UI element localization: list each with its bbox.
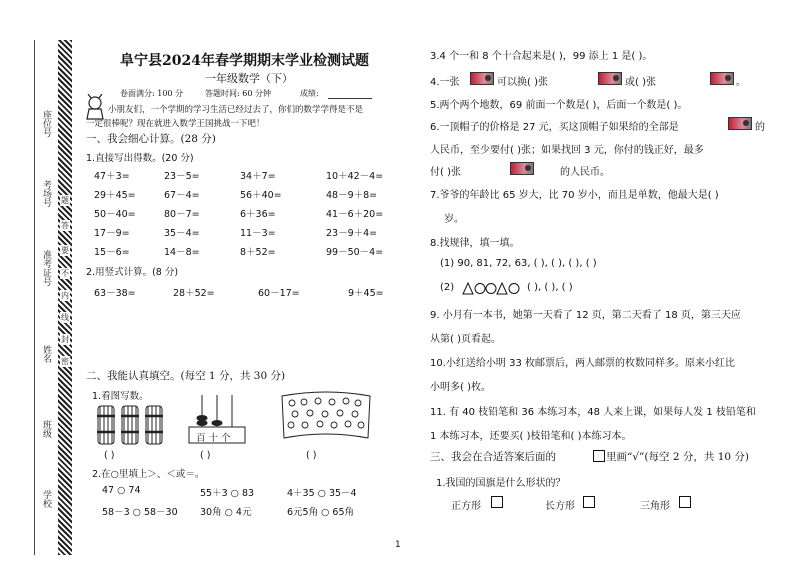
q8-pattern-1: (1) 90, 81, 72, 63, ( ), ( ), ( ), ( ): [440, 258, 597, 269]
calc-item: 50－40=: [94, 209, 136, 220]
seal-char: 不: [61, 269, 69, 278]
blank-dots[interactable]: ( ): [306, 450, 317, 461]
calc-item: 67－4=: [164, 190, 200, 201]
intro-line-2: 一定很棒呢？现在就进入数学王国挑战一下吧！: [86, 119, 265, 129]
q3: 3.4 个一和 8 个十合起来是( )，99 添上 1 是( )。: [430, 51, 653, 62]
banknote-icon: [710, 72, 734, 85]
seal-char: 答: [61, 221, 69, 230]
q5: 5.两个两个地数，69 前面一个数是( )，后面一个数是( )。: [430, 100, 688, 111]
school-label: 学校: [41, 490, 51, 508]
banknote-icon: [598, 72, 622, 85]
page-number: 1: [395, 540, 401, 550]
exam-room-label: 考场号: [41, 180, 51, 207]
q2-title: 2.用竖式计算。(8 分): [86, 267, 179, 278]
calc-item: 17－9=: [94, 228, 130, 239]
blank-abacus[interactable]: ( ): [200, 450, 211, 461]
section-1-title: 一、我会细心计算。(28 分): [86, 133, 216, 145]
compare-2: 55＋3 ○ 83: [200, 488, 255, 499]
q4-part-d: 。: [736, 77, 746, 88]
option-square-checkbox[interactable]: [491, 496, 503, 508]
seal-char: 题: [61, 196, 69, 205]
q6-line-3b: 的人民币。: [560, 167, 610, 178]
option-square-label: 正方形: [451, 501, 481, 512]
q7-line-1: 7.爷爷的年龄比 65 岁大，比 70 岁小，而且是单数，他最大是( ): [430, 190, 719, 201]
q10-line-2: 小明多( )枚。: [430, 382, 491, 393]
vertical-calc-2: 28＋52=: [173, 288, 215, 299]
banknote-icon: [728, 117, 752, 130]
blank-bundles[interactable]: ( ): [104, 450, 115, 461]
full-score: 卷面满分: 100 分: [120, 89, 184, 98]
calc-item: 15－6=: [94, 247, 130, 258]
calc-item: 56＋40=: [240, 190, 282, 201]
q6-line-1: 6.一顶帽子的价格是 27 元，买这顶帽子如果给的全部是: [430, 122, 679, 133]
q4-part-b: 可以换( )张: [497, 77, 548, 88]
calc-item: 29＋45=: [94, 190, 136, 201]
q4-part-a: 4.一张: [430, 77, 460, 88]
checkbox-icon: [593, 450, 605, 462]
q11-line-1: 11. 有 40 枝铅笔和 36 本练习本，48 人来上课，如果每人发 1 枝铅笔和: [430, 407, 756, 418]
q8-title: 8.找规律，填一填。: [430, 238, 520, 249]
calc-item: 34＋7=: [240, 171, 276, 182]
exam-time: 答题时间: 60 分钟: [205, 89, 271, 98]
option-triangle-checkbox[interactable]: [679, 496, 691, 508]
calc-item: 80－7=: [164, 209, 200, 220]
section-2-title: 二、我能认真填空。(每空 1 分，共 30 分): [86, 370, 286, 382]
q6-de: 的: [755, 122, 765, 133]
calc-item: 47＋3=: [94, 171, 130, 182]
score-blank: [328, 98, 372, 99]
seal-char: 密: [61, 357, 69, 366]
binding-line: [34, 40, 35, 555]
exam-id-label: 准考证号: [41, 250, 51, 286]
seal-char: 封: [61, 335, 69, 344]
vertical-calc-1: 63－38=: [94, 288, 136, 299]
score-label: 成绩:: [300, 89, 319, 98]
shape-pattern-image: [462, 282, 524, 295]
q2-1-title: 1.看图写数。: [92, 391, 149, 402]
q6-line-3a: 付( )张: [430, 167, 461, 178]
stick-bundles-image: [96, 402, 166, 448]
abacus-labels: 百 十 个: [196, 433, 231, 444]
q4-part-c: 或( )张: [625, 77, 656, 88]
q2-2-title: 2.在○里填上＞、＜或＝。: [92, 469, 205, 480]
calc-item: 8＋52=: [240, 247, 276, 258]
seal-char: 内: [61, 291, 69, 300]
exam-title: 阜宁县2024年春学期期末学业检测试题: [120, 53, 369, 69]
vertical-calc-3: 60－17=: [258, 288, 300, 299]
name-label: 姓名: [41, 345, 51, 363]
seal-char: 要: [61, 246, 69, 255]
q8-pattern-2-prefix: (2): [440, 282, 455, 293]
calc-item: 35－4=: [164, 228, 200, 239]
q10-line-1: 10.小红送给小明 33 枚邮票后，两人邮票的枚数同样多。原来小红比: [430, 358, 735, 369]
calc-item: 23－5=: [164, 171, 200, 182]
q6-line-2: 人民币，至少要付( )张；如果找回 3 元，你付的钱正好，最多: [430, 145, 704, 156]
q9-line-1: 9. 小月有一本书，她第一天看了 12 页，第二天看了 18 页，第三天应: [430, 310, 741, 321]
calc-item: 23－9＋4=: [326, 228, 378, 239]
seat-number-label: 座位号: [41, 110, 51, 137]
exam-subtitle: 一年级数学（下）: [205, 72, 293, 85]
dots-image: [280, 390, 372, 442]
s3-q1: 1.我国的国旗是什么形状的？: [436, 478, 566, 489]
option-rectangle-label: 长方形: [545, 501, 575, 512]
option-rectangle-checkbox[interactable]: [583, 496, 595, 508]
q9-line-2: 从第( )页看起。: [430, 334, 501, 345]
calc-item: 14－8=: [164, 247, 200, 258]
calc-item: 11－3=: [240, 228, 276, 239]
section-3-title-a: 三、我会在合适答案后面的: [430, 451, 556, 463]
calc-item: 48－9＋8=: [326, 190, 378, 201]
compare-1: 47 ○ 74: [102, 485, 141, 496]
banknote-icon: [470, 72, 494, 85]
section-3-title-b: 里画“√”(每空 2 分，共 10 分): [606, 451, 750, 463]
compare-4: 58－3 ○ 58－30: [102, 507, 178, 518]
calc-item: 6＋36=: [240, 209, 276, 220]
class-label: 班级: [41, 420, 51, 438]
q1-title: 1.直接写出得数。(20 分): [86, 153, 194, 164]
q11-line-2: 1 本练习本，还要买( )枝铅笔和( )本练习本。: [430, 431, 632, 442]
calc-item: 99－50－4=: [326, 247, 384, 258]
calc-item: 10＋42－4=: [326, 171, 384, 182]
calc-item: 41－6＋20=: [326, 209, 384, 220]
compare-3: 4＋35 ○ 35－4: [287, 488, 357, 499]
compare-5: 30角 ○ 4元: [200, 507, 252, 518]
intro-line-1: 小朋友们，一个学期的学习生活已经过去了，你们的数学学得是不是: [108, 105, 364, 115]
q7-line-2: 岁。: [444, 214, 464, 225]
banknote-icon: [510, 162, 534, 175]
compare-6: 6元5角 ○ 65角: [287, 507, 355, 518]
seal-char: 线: [61, 313, 69, 322]
vertical-calc-4: 9＋45=: [348, 288, 384, 299]
option-triangle-label: 三角形: [640, 501, 670, 512]
q8-pattern-2: ( ), ( ), ( ): [527, 282, 573, 293]
